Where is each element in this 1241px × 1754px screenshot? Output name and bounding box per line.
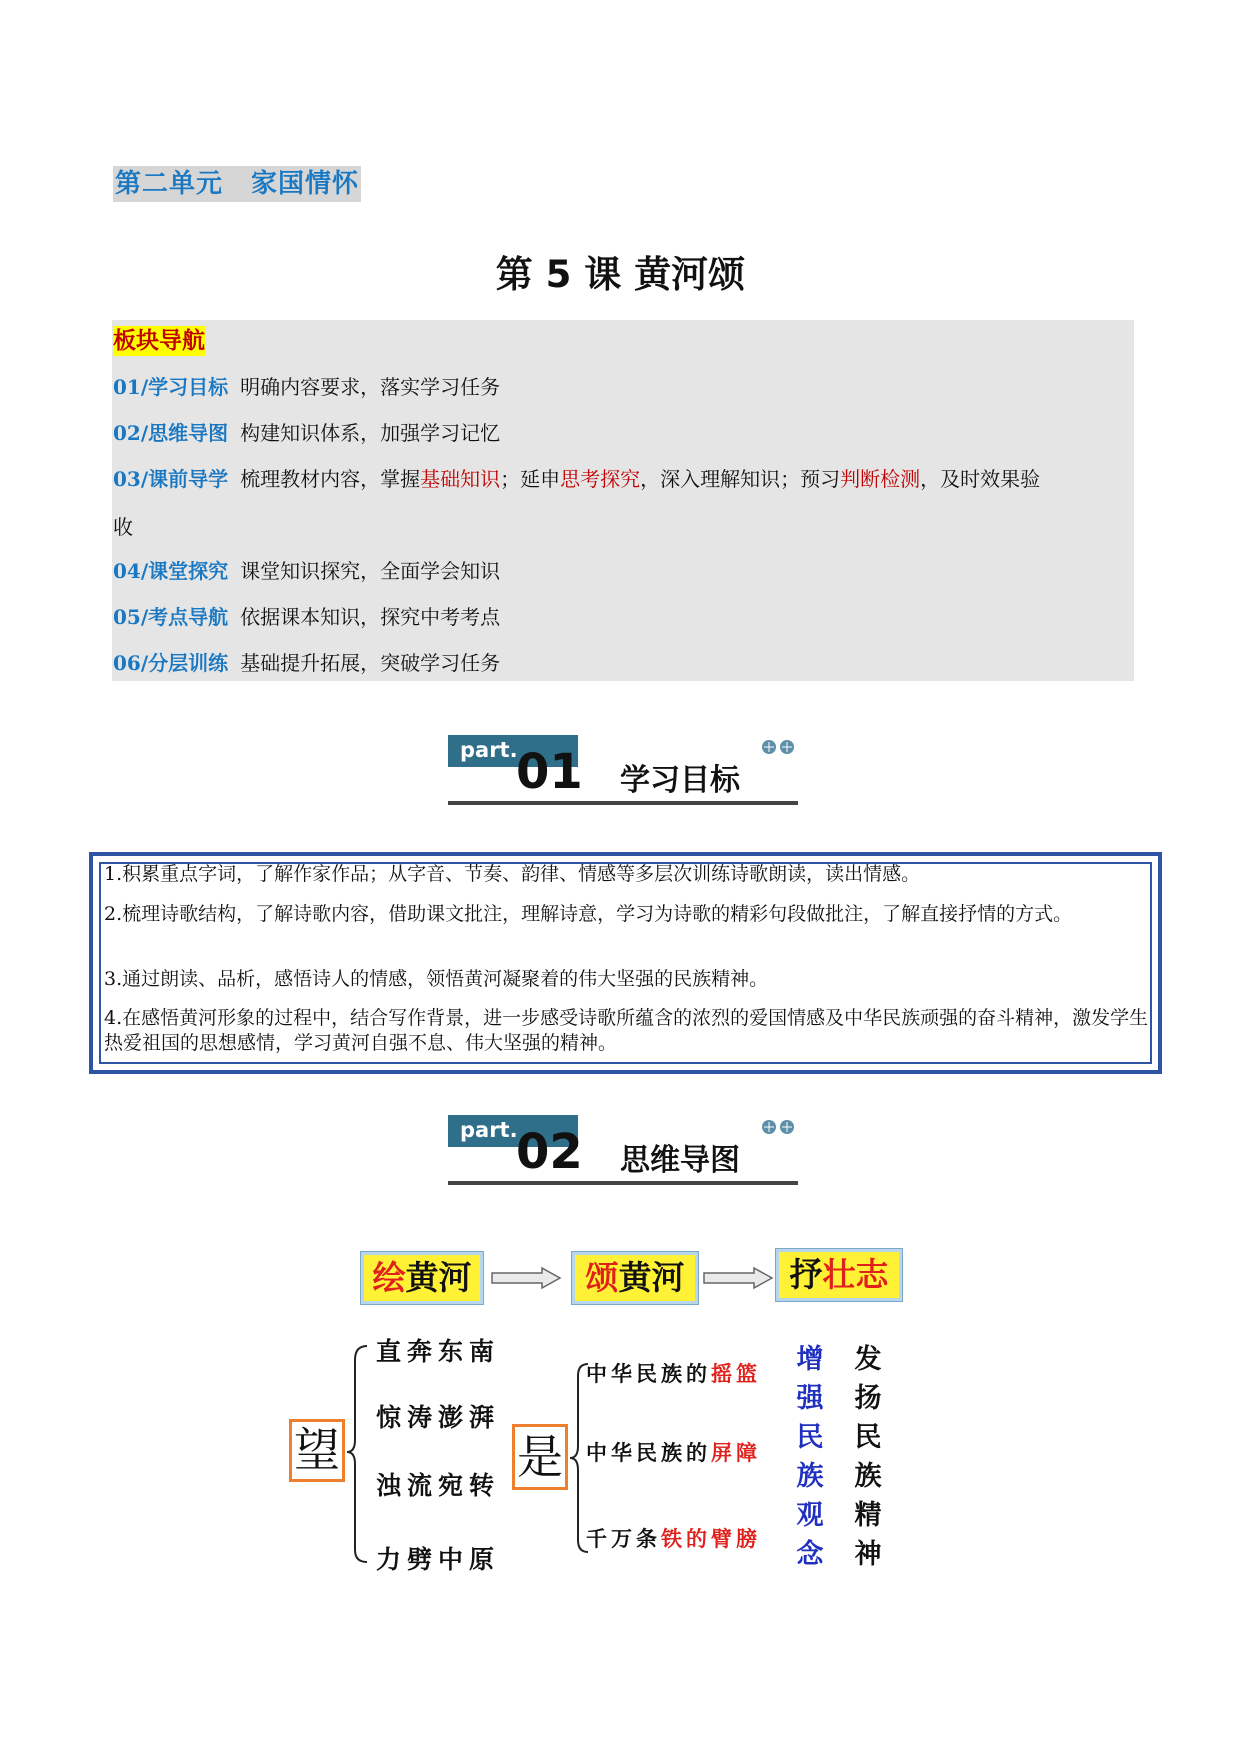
nav-desc-part: ，及时效果验 [920, 467, 1041, 491]
mindmap-char-wang: 望 [289, 1419, 345, 1482]
nav-highlight: 基础知识 [420, 467, 501, 491]
nav-item-code: 03/课前导学 [113, 467, 229, 491]
nav-item [113, 602, 500, 632]
shi-item [586, 1523, 761, 1553]
decorative-dots-icon [760, 737, 798, 757]
mindmap-box-highlight: 壮志 [822, 1255, 889, 1294]
nav-item-code: 06/分层训练 [113, 651, 229, 675]
column-strengthen [790, 1340, 830, 1574]
column-char: 强 [796, 1383, 824, 1414]
nav-item [113, 372, 500, 402]
wang-item: 力劈中原 [376, 1545, 501, 1574]
nav-item [113, 556, 500, 586]
mindmap-box-praise [572, 1252, 698, 1304]
nav-item-code: 04/课堂探究 [113, 559, 229, 583]
part-tab-label: part. [460, 738, 518, 762]
arrow-right-icon [490, 1266, 562, 1290]
goal-item: 3.通过朗读、品析，感悟诗人的情感，领悟黄河凝聚着的伟大坚强的民族精神。 [104, 968, 769, 990]
shi-item [586, 1437, 761, 1467]
column-char: 念 [796, 1539, 824, 1570]
nav-item [113, 464, 1040, 494]
part-underline [448, 1181, 798, 1185]
wang-item: 惊涛澎湃 [376, 1403, 501, 1432]
nav-highlight: 思考探究 [560, 467, 641, 491]
column-char: 族 [854, 1461, 882, 1492]
unit-theme: 家国情怀 [251, 169, 360, 199]
part-title: 思维导图 [620, 1143, 740, 1178]
shi-item-highlight: 屏障 [711, 1441, 761, 1465]
brace-connector [345, 1340, 369, 1570]
nav-item-desc: 基础提升拓展，突破学习任务 [240, 651, 501, 675]
shi-item-highlight: 铁的臂膀 [661, 1527, 761, 1551]
mindmap-box-draw [361, 1252, 483, 1304]
shi-item-highlight: 摇篮 [711, 1362, 761, 1386]
column-promote [848, 1340, 888, 1574]
nav-item-desc [240, 467, 1040, 491]
nav-item-desc: 构建知识体系，加强学习记忆 [240, 421, 501, 445]
lesson-title: 第 5 课 黄河颂 [495, 253, 746, 296]
nav-desc-part: ；延申 [500, 467, 561, 491]
unit-heading [113, 166, 361, 202]
shi-item [586, 1358, 761, 1388]
nav-item-continuation: 收 [113, 515, 133, 539]
goal-item: 4.在感悟黄河形象的过程中，结合写作背景，进一步感受诗歌所蕴含的浓烈的爱国情感及中华民族顽强的奋斗精神，激发学生热爱祖国的思想感情，学习黄河自强不息、伟大坚强的精神。 [104, 1007, 1149, 1054]
column-char: 精 [854, 1500, 882, 1531]
nav-desc-part: ，深入理解知识；预习 [640, 467, 841, 491]
mindmap-box-highlight: 绘 [372, 1258, 406, 1297]
arrow-right-icon [702, 1266, 774, 1290]
part-number: 02 [516, 1124, 583, 1180]
column-char: 扬 [854, 1383, 882, 1414]
shi-item-text: 中华民族的 [586, 1362, 711, 1386]
wang-item: 浊流宛转 [376, 1471, 501, 1500]
nav-item-desc: 课堂知识探究，全面学会知识 [240, 559, 501, 583]
nav-title: 板块导航 [113, 328, 205, 354]
decorative-dots-icon [760, 1117, 798, 1137]
mindmap-char-shi: 是 [512, 1424, 568, 1490]
nav-item-code: 01/学习目标 [113, 375, 229, 399]
column-char: 神 [854, 1539, 882, 1570]
shi-item-text: 中华民族的 [586, 1441, 711, 1465]
nav-item-desc: 明确内容要求，落实学习任务 [240, 375, 501, 399]
column-char: 民 [854, 1422, 882, 1453]
nav-item-code: 02/思维导图 [113, 421, 229, 445]
column-char: 观 [796, 1500, 824, 1531]
nav-item-desc: 依据课本知识，探究中考考点 [240, 605, 501, 629]
mindmap-box-text: 抒 [789, 1255, 823, 1294]
part-underline [448, 801, 798, 805]
column-char: 民 [796, 1422, 824, 1453]
nav-highlight: 判断检测 [840, 467, 921, 491]
part-number: 01 [516, 744, 583, 800]
column-char: 族 [796, 1461, 824, 1492]
goal-item: 1.积累重点字词，了解作家作品；从字音、节奏、韵律、情感等多层次训练诗歌朗读，读出情感。 [104, 863, 921, 885]
part-title: 学习目标 [620, 763, 740, 798]
mindmap-box-text: 黄河 [618, 1258, 685, 1297]
nav-item [113, 648, 500, 678]
nav-item [113, 418, 500, 448]
wang-item: 直奔东南 [376, 1337, 501, 1366]
part-02-banner [448, 1115, 798, 1185]
column-char: 增 [796, 1344, 824, 1375]
nav-item-code: 05/考点导航 [113, 605, 229, 629]
part-tab-label: part. [460, 1118, 518, 1142]
mindmap-box-express [776, 1249, 902, 1301]
part-01-banner [448, 735, 798, 805]
unit-number: 第二单元 [115, 169, 224, 199]
mindmap-box-highlight: 颂 [585, 1258, 619, 1297]
nav-desc-part: 梳理教材内容，掌握 [240, 467, 421, 491]
mindmap-box-text: 黄河 [405, 1258, 472, 1297]
shi-item-text: 千万条 [586, 1527, 661, 1551]
goal-item: 2.梳理诗歌结构，了解诗歌内容，借助课文批注，理解诗意，学习为诗歌的精彩句段做批注，了解直接抒情的方式。 [104, 903, 1073, 925]
column-char: 发 [854, 1344, 882, 1375]
